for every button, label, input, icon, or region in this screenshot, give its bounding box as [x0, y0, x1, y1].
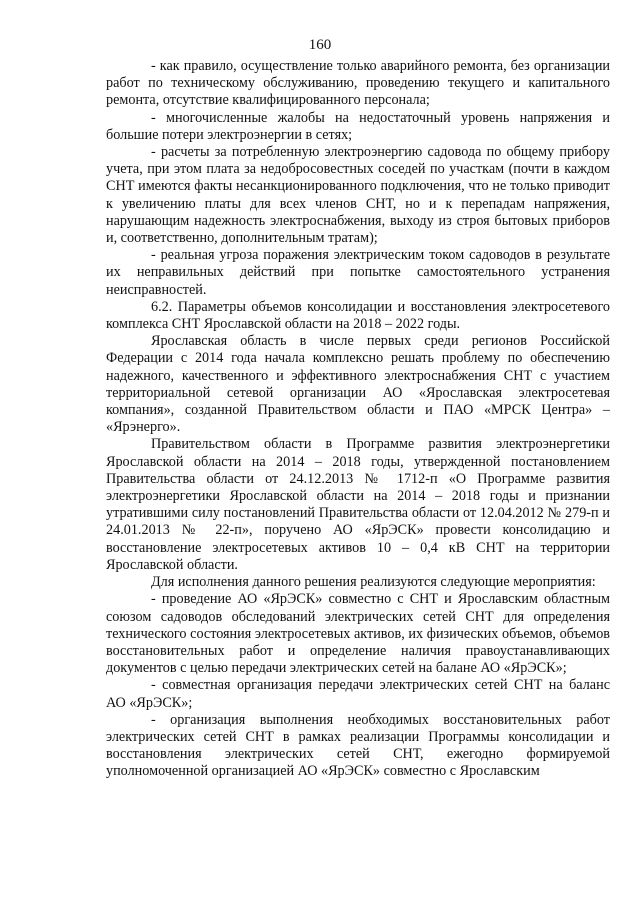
paragraph: - совместная организация передачи электрических сетей СНТ на баланс АО «ЯрЭСК»; [106, 677, 610, 711]
section-heading: 6.2. Параметры объемов консолидации и восстановления электросетевого комплекса СНТ Ярославской области на 2018 – 2022 годы. [106, 298, 610, 333]
paragraph: Для исполнения данного решения реализуются следующие мероприятия: [151, 574, 596, 591]
paragraph: - расчеты за потребленную электроэнергию садовода по общему прибору учета, при этом плата за недобросовестных соседей по участкам (почти в каждом СНТ имеются факты несанкционированного подключения, что не только приводит к увеличению платы для всех членов СНТ, но и к перепадам напряжения, нарушающим надежность электроснабжения, выходу из строя бытовых приборов и, соответственно, дополнительным тратам); [106, 144, 610, 247]
paragraph: - организация выполнения необходимых восстановительных работ электрических сетей СНТ в рамках реализации Программы консолидации и восстановления электрических сетей СНТ, ежегодно формируемой уполномоченной организацией АО «ЯрЭСК» совместно с Ярославским [106, 711, 610, 780]
page-number: 160 [308, 37, 332, 53]
paragraph: - как правило, осуществление только аварийного ремонта, без организации работ по техническому обслуживанию, проведению текущего и капитального ремонта, отсутствие квалифицированного персонала; [106, 58, 610, 109]
paragraph: Ярославская область в числе первых среди регионов Российской Федерации с 2014 года начала комплексно решать проблему по обеспечению надежного, качественного и эффективного электроснабжения СНТ с участием территориальной сетевой организации АО «Ярославская электросетевая компания», созданной Правительством области и ПАО «МРСК Центра» – «Ярэнерго». [106, 333, 610, 436]
paragraph: - многочисленные жалобы на недостаточный уровень напряжения и большие потери электроэнергии в сетях; [106, 109, 610, 143]
paragraph: Правительством области в Программе развития электроэнергетики Ярославской области на 2014 – 2018 годы, утвержденной постановлением Правительства области от 24.12.2013 № 1712-п «О Программе развития электроэнергетики Ярославской области на 2014 – 2018 годы и признании утратившими силу постановлений Правительства области от 12.04.2012 № 279-п и 24.01.2013 № 22-п», поручено АО «ЯрЭСК» провести консолидацию и восстановление электросетевых активов 10 – 0,4 кВ СНТ на территории Ярославской области. [106, 436, 610, 573]
paragraph: - проведение АО «ЯрЭСК» совместно с СНТ и Ярославским областным союзом садоводов обследований электрических сетей СНТ для определения технического состояния электросетевых активов, их физических объемов, объемов восстановительных работ и определение наличия правоустанавливающих документов с целью передачи электрических сетей на балане АО «ЯрЭСК»; [106, 591, 610, 677]
paragraph: - реальная угроза поражения электрическим током садоводов в результате их неправильных действий при попытке самостоятельного устранения неисправностей. [106, 247, 610, 298]
body-text [106, 58, 610, 781]
